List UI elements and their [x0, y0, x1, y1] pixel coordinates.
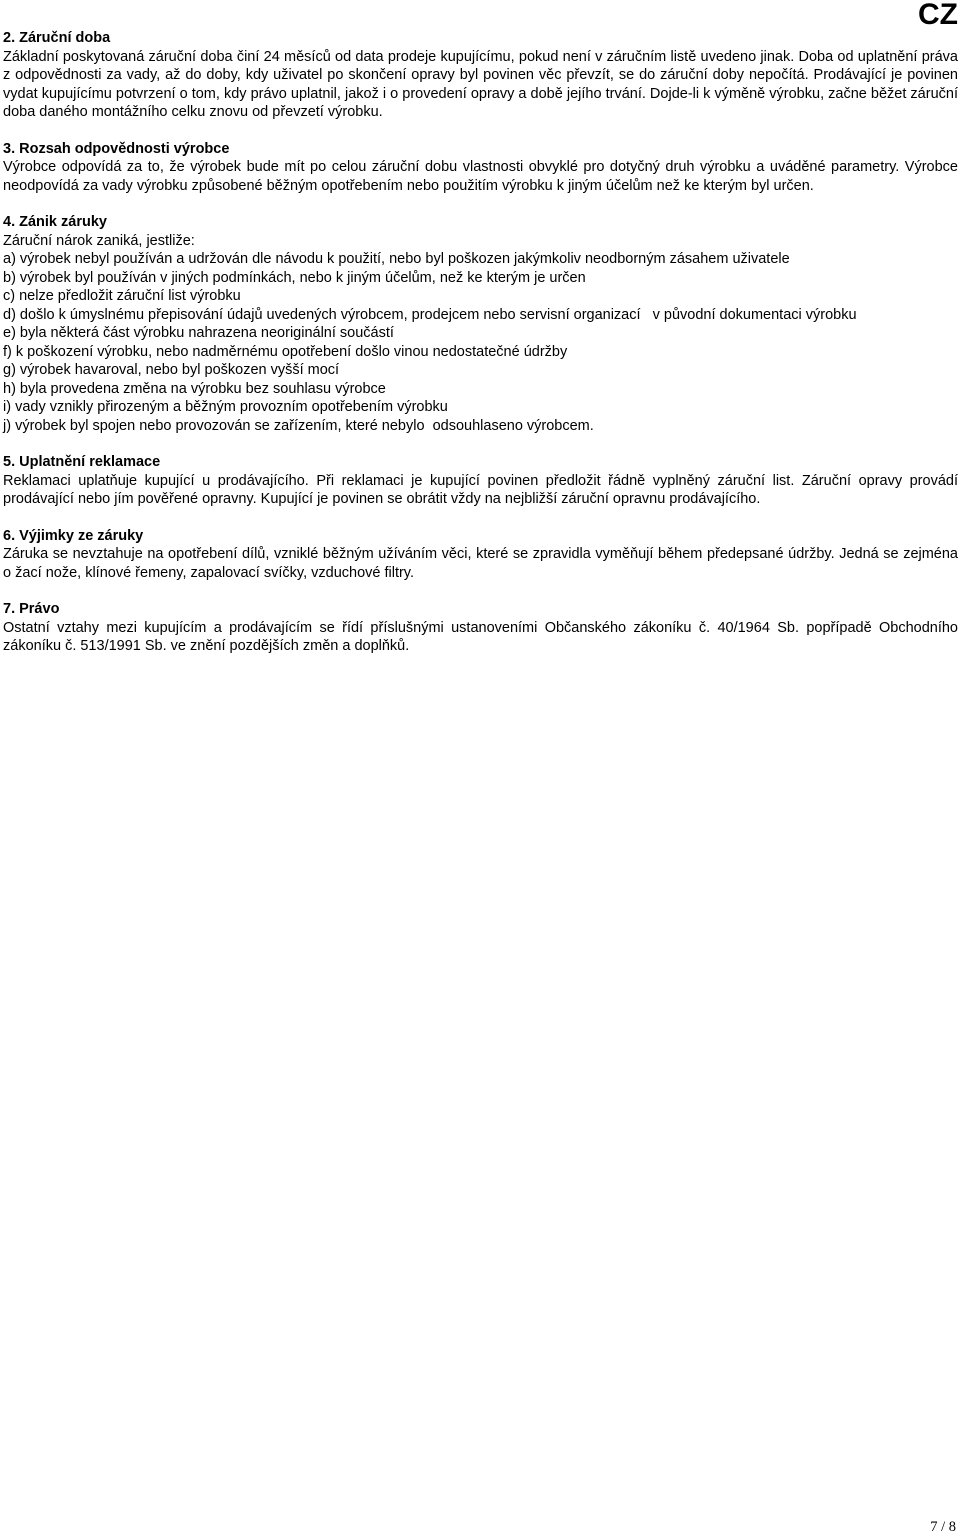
- section-title: 5. Uplatnění reklamace: [3, 454, 161, 470]
- list-item: j) výrobek byl spojen nebo provozován se zařízením, které nebylo odsouhlaseno výrobcem.: [3, 417, 594, 434]
- list-item: a) výrobek nebyl používán a udržován dle návodu k použití, nebo byl poškozen jakýmkoliv neodborným zásahem uživatele: [3, 251, 790, 267]
- list-item: f) k poškození výrobku, nebo nadměrnému opotřebení došlo vinou nedostatečné údržby: [3, 343, 568, 360]
- section-title: 4. Zánik záruky: [3, 214, 107, 230]
- list-item: d) došlo k úmyslnému přepisování údajů uvedených výrobcem, prodejcem nebo servisní organizací v původní dokumentaci výrobku: [3, 306, 857, 323]
- section-exclusions: [3, 527, 958, 583]
- list-item: c) nelze předložit záruční list výrobku: [3, 288, 241, 304]
- section-paragraph: Základní poskytovaná záruční doba činí 24 měsíců od data prodeje kupujícímu, pokud není v záručním listě uvedeno jinak. Doba od uplatnění práva z odpovědnosti za vady, až do doby, kdy uživatel po skončení opravy byl povinen věc převzít, se do záruční doby nepočítá. Prodávající je povinen vydat kupujícímu potvrzení o tom, kdy právo uplatnil, jakož i o provedení opravy a době jejího trvání. Dojde-li k výměně výrobku, začne běžet záruční doba daného montážního celku znovu od převzetí výrobku.: [3, 48, 958, 120]
- document-body: [3, 29, 958, 674]
- list-item: h) byla provedena změna na výrobku bez souhlasu výrobce: [3, 380, 386, 397]
- section-paragraph: Ostatní vztahy mezi kupujícím a prodávajícím se řídí příslušnými ustanoveními Občanského zákoníku č. 40/1964 Sb. popřípadě Obchodního zákoníku č. 513/1991 Sb. ve znění pozdějších změn a doplňků.: [3, 619, 958, 654]
- list-item: g) výrobek havaroval, nebo byl poškozen vyšší mocí: [3, 362, 340, 378]
- section-manufacturer-liability: [3, 140, 958, 196]
- section-intro: Záruční nárok zaniká, jestliže:: [3, 232, 195, 249]
- section-claims: [3, 453, 958, 509]
- section-warranty-termination: [3, 213, 958, 435]
- section-paragraph: Záruka se nevztahuje na opotřebení dílů, vzniklé běžným užíváním věci, které se zpravidla vyměňují během předepsané údržby. Jedná se zejména o žací nože, klínové řemeny, zapalovací svíčky, vzduchové filtry.: [3, 546, 958, 581]
- section-title: 6. Výjimky ze záruky: [3, 527, 144, 544]
- list-item: b) výrobek byl používán v jiných podmínkách, nebo k jiným účelům, než ke kterým je určen: [3, 269, 586, 286]
- section-title: 3. Rozsah odpovědnosti výrobce: [3, 140, 230, 157]
- page-number: 7 / 8: [930, 1519, 956, 1535]
- section-title: 2. Záruční doba: [3, 30, 111, 46]
- section-law: [3, 600, 958, 656]
- section-paragraph: Výrobce odpovídá za to, že výrobek bude mít po celou záruční dobu vlastnosti obvyklé pro dotyčný druh výrobku a uváděné parametry. Výrobce neodpovídá za vady výrobku způsobené běžným opotřebením nebo použitím výrobku k jiným účelům než ke kterým byl určen.: [3, 159, 958, 194]
- section-warranty-period: [3, 29, 958, 122]
- section-paragraph: Reklamaci uplatňuje kupující u prodávajícího. Při reklamaci je kupující povinen předložit řádně vyplněný záruční list. Záruční opravy provádí prodávající nebo jím pověřené opravny. Kupující je povinen se obrátit vždy na nejbližší záruční opravnu prodávajícího.: [3, 472, 958, 507]
- language-code: CZ: [918, 0, 958, 31]
- list-item: i) vady vznikly přirozeným a běžným provozním opotřebením výrobku: [3, 399, 448, 415]
- section-title: 7. Právo: [3, 601, 60, 617]
- list-item: e) byla některá část výrobku nahrazena neoriginální součástí: [3, 325, 394, 341]
- termination-conditions-list: [3, 250, 958, 435]
